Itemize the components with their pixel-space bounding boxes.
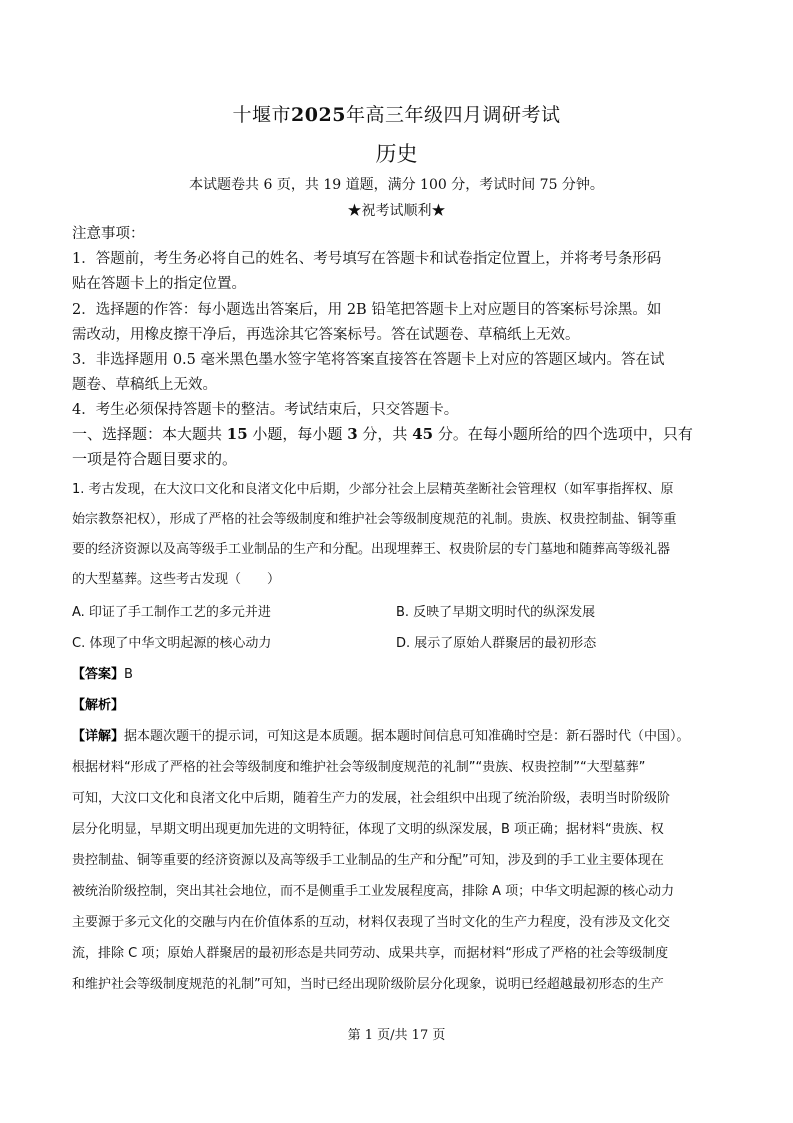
option-a: A. 印证了手工制作工艺的多元并进 [72,605,271,620]
answer-value: B [124,667,133,682]
note-line: 题卷、草稿纸上无效。 [72,377,217,393]
detail-line: 主要源于多元文化的交融与内在价值体系的互动，材料仅表现了当时文化的生产力程度，没有涉及文化交 [72,915,671,930]
title-year: 2025 [291,104,346,126]
detail-line: 根据材料“形成了严格的社会等级制度和维护社会等级制度规范的礼制”“贵族、权贵控制”“大型墓葬” [72,760,646,775]
answer-line [72,663,724,682]
note-line: 2．选择题的作答：每小题选出答案后，用 2B 铅笔把答题卡上对应题目的答案标号涂黑。如 [72,302,662,318]
question-stem-line: 1. 考古发现，在大汶口文化和良渚文化中后期，少部分社会上层精英垄断社会管理权（如军事指挥权、原 [72,482,674,497]
exam-info: 本试题卷共 6 页，共 19 道题，满分 100 分，考试时间 75 分钟。 [189,177,604,193]
title-suffix: 年高三年级四月调研考试 [345,104,561,126]
answer-label: 【答案】 [72,667,125,682]
question-stem-line: 的大型墓葬。这些考古发现（ ） [72,572,281,587]
detail-line: 贵控制盐、铜等重要的经济资源以及高等级手工业制品的生产和分配”可知，涉及到的手工业主要体现在 [72,853,664,868]
detail-label: 【详解】 [72,729,125,744]
detail-line: 层分化明显，早期文明出现更加先进的文明特征，体现了文明的纵深发展，B 项正确；据材料“贵族、权 [72,822,664,837]
question-stem-line: 始宗教祭祀权），形成了严格的社会等级制度和维护社会等级制度规范的礼制。贵族、权贵控制盐、铜等重 [72,512,677,527]
analysis-label: 【解析】 [72,698,125,713]
note-line: 4．考生必须保持答题卡的整洁。考试结束后，只交答题卡。 [72,402,459,418]
note-line: 1．答题前，考生务必将自己的姓名、考号填写在答题卡和试卷指定位置上，并将考号条形码 [72,251,662,267]
note-line: 需改动，用橡皮擦干净后，再选涂其它答案标号。答在试题卷、草稿纸上无效。 [72,327,580,343]
note-line: 贴在答题卡上的指定位置。 [72,276,246,292]
title-prefix: 十堰市 [232,104,292,126]
detail-line: 可知，大汶口文化和良渚文化中后期，随着生产力的发展，社会组织中出现了统治阶级，表明当时阶级阶 [72,791,671,806]
detail-line: 和维护社会等级制度规范的礼制”可知，当时已经出现阶级阶层分化现象，说明已经超越最初形态的生产 [72,977,664,992]
note-line: 3．非选择题用 0.5 毫米黑色墨水签字笔将答案直接答在答题卡上对应的答题区域内。答在试 [72,352,665,368]
notes-heading: 注意事项： [72,226,145,242]
detail-line: 被统治阶级控制，突出其社会地位，而不是侧重手工业发展程度高，排除 A 项；中华文明起源的核心动力 [72,884,675,899]
exam-wish: ★祝考试顺利★ [347,203,446,219]
option-d: D. 展示了原始人群聚居的最初形态 [396,636,597,651]
option-b: B. 反映了早期文明时代的纵深发展 [396,605,596,620]
question-stem-line: 要的经济资源以及高等级手工业制品的生产和分配。出现埋葬王、权贵阶层的专门墓地和随葬高等级礼器 [72,542,671,557]
subject-title: 历史 [375,142,418,166]
exam-title [0,100,793,127]
section-heading: 一、选择题：本大题共 15 小题，每小题 3 分，共 45 分。在每小题所给的四个选项中，只有 [72,425,693,443]
page-footer: 第 1 页/共 17 页 [347,1028,446,1043]
detail-line: 【详解】据本题次题干的提示词，可知这是本质题。据本题时间信息可知准确时空是：新石器时代（中国）。 [72,729,690,744]
detail-line: 流，排除 C 项；原始人群聚居的最初形态是共同劳动、成果共享，而据材料“形成了严格的社会等级制度 [72,946,669,961]
option-c: C. 体现了中华文明起源的核心动力 [72,636,272,651]
section-heading-cont: 一项是符合题目要求的。 [72,450,238,468]
